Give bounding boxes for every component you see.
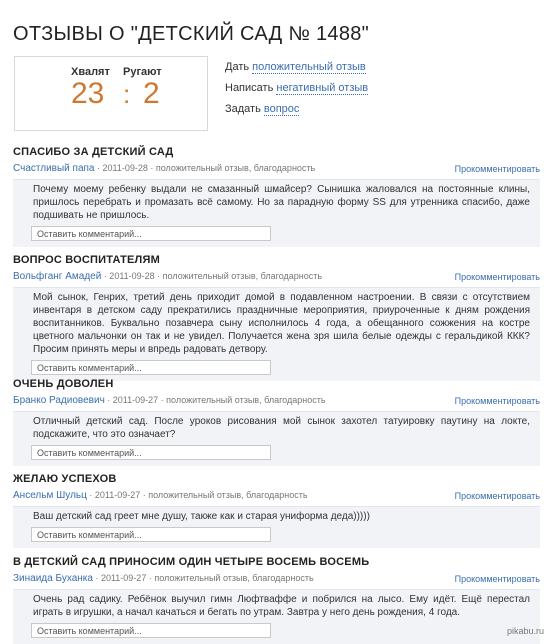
positive-review-link[interactable]: положительный отзыв xyxy=(252,61,366,73)
review-author-link[interactable]: Счастливый папа xyxy=(13,163,95,174)
review-meta xyxy=(13,490,540,504)
review-meta xyxy=(13,395,540,409)
review-text: Мой сынок, Генрих, третий день приходит домой в подавленном настроении. В связи с отсутствием инвентаря в детском саду прекратились праздничные мероприятия, приуроченные к дням рождения воспитанников. Буквально позавчера сыну исполнилось 4 года, а обещанного сожжения на костре цветного мальчонки он так и не увидел. Получается жена зря шила белые одежды с геральдикой ККК? Просим принять меры и впредь радовать детвору. xyxy=(33,292,530,355)
review-date-tags: · 2011-09-27 · положительный отзыв, благодарность xyxy=(92,573,314,583)
review-body xyxy=(13,411,540,466)
page-title: ОТЗЫВЫ О "ДЕТСКИЙ САД № 1488" xyxy=(13,23,370,45)
review-date-tags: · 2011-09-28 · положительный отзыв, благодарность xyxy=(94,163,316,173)
negative-review-link[interactable]: негативный отзыв xyxy=(276,82,369,94)
review-body xyxy=(13,179,540,247)
review-date-tags: · 2011-09-27 · положительный отзыв, благодарность xyxy=(86,490,308,500)
action-question-prefix: Задать xyxy=(225,103,264,115)
review-body xyxy=(13,506,540,548)
criticize-label: Ругают xyxy=(123,66,162,78)
ask-question-link[interactable]: вопрос xyxy=(263,103,300,115)
review-text: Очень рад садику. Ребёнок выучил гимн Люфтваффе и побрился на лысо. Ему идёт. Ещё перестал играть в игрушки, а начал качаться и бегать по утрам. Завтра у него день рождения, 4 года. xyxy=(33,594,530,618)
comment-input[interactable]: Оставить комментарий... xyxy=(31,623,271,638)
review-item xyxy=(13,378,540,466)
review-date-tags: · 2011-09-28 · положительный отзыв, благодарность xyxy=(101,271,323,281)
score-box xyxy=(14,56,208,131)
criticize-count: 2 xyxy=(143,77,160,110)
action-negative-prefix: Написать xyxy=(225,82,277,94)
action-question xyxy=(225,102,368,123)
review-title: ОЧЕНЬ ДОВОЛЕН xyxy=(13,378,114,390)
comment-input[interactable]: Оставить комментарий... xyxy=(31,226,271,241)
watermark: pikabu.ru xyxy=(506,626,544,636)
comment-link[interactable]: Прокомментировать xyxy=(454,396,540,406)
praise-label: Хвалят xyxy=(71,66,110,78)
review-text: Почему моему ребенку выдали не смазанный шмайсер? Сынишка жаловался на постоянные клины, пришлось перебрать и промазать всё самому. Но за парадную форму SS для утренника спасибо, даже подшивать не пришлось. xyxy=(33,184,530,221)
comment-link[interactable]: Прокомментировать xyxy=(454,574,540,584)
review-body xyxy=(13,589,540,644)
comment-input[interactable]: Оставить комментарий... xyxy=(31,527,271,542)
comment-link[interactable]: Прокомментировать xyxy=(454,491,540,501)
review-actions xyxy=(225,60,368,123)
score-separator: : xyxy=(123,79,131,109)
comment-link[interactable]: Прокомментировать xyxy=(454,272,540,282)
review-text: Отличный детский сад. После уроков рисования мой сынок захотел татуировку паутину на локте, подскажите, что это означает? xyxy=(33,416,530,440)
review-body xyxy=(13,287,540,381)
review-item xyxy=(13,473,540,548)
review-meta xyxy=(13,573,540,587)
review-title: СПАСИБО ЗА ДЕТСКИЙ САД xyxy=(13,146,174,158)
review-author-link[interactable]: Вольфганг Амадей xyxy=(13,271,102,282)
comment-input[interactable]: Оставить комментарий... xyxy=(31,360,271,375)
review-author-link[interactable]: Бранко Радиовевич xyxy=(13,395,105,406)
review-item xyxy=(13,254,540,381)
review-date-tags: · 2011-09-27 · положительный отзыв, благодарность xyxy=(104,395,326,405)
review-meta xyxy=(13,271,540,285)
review-item xyxy=(13,146,540,247)
comment-input[interactable]: Оставить комментарий... xyxy=(31,445,271,460)
action-negative xyxy=(225,81,368,102)
review-title: ВОПРОС ВОСПИТАТЕЛЯМ xyxy=(13,254,160,266)
review-meta xyxy=(13,163,540,177)
praise-count: 23 xyxy=(71,77,105,110)
review-text: Ваш детский сад греет мне душу, также как и старая униформа деда))))) xyxy=(33,511,370,522)
comment-link[interactable]: Прокомментировать xyxy=(454,164,540,174)
action-positive xyxy=(225,60,368,81)
review-author-link[interactable]: Ансельм Шульц xyxy=(13,490,87,501)
review-title: В ДЕТСКИЙ САД ПРИНОСИМ ОДИН ЧЕТЫРЕ ВОСЕМЬ ВОСЕМЬ xyxy=(13,556,370,568)
review-author-link[interactable]: Зинаида Буханка xyxy=(13,573,93,584)
review-title: ЖЕЛАЮ УСПЕХОВ xyxy=(13,473,117,485)
action-positive-prefix: Дать xyxy=(225,61,253,73)
review-item xyxy=(13,556,540,644)
